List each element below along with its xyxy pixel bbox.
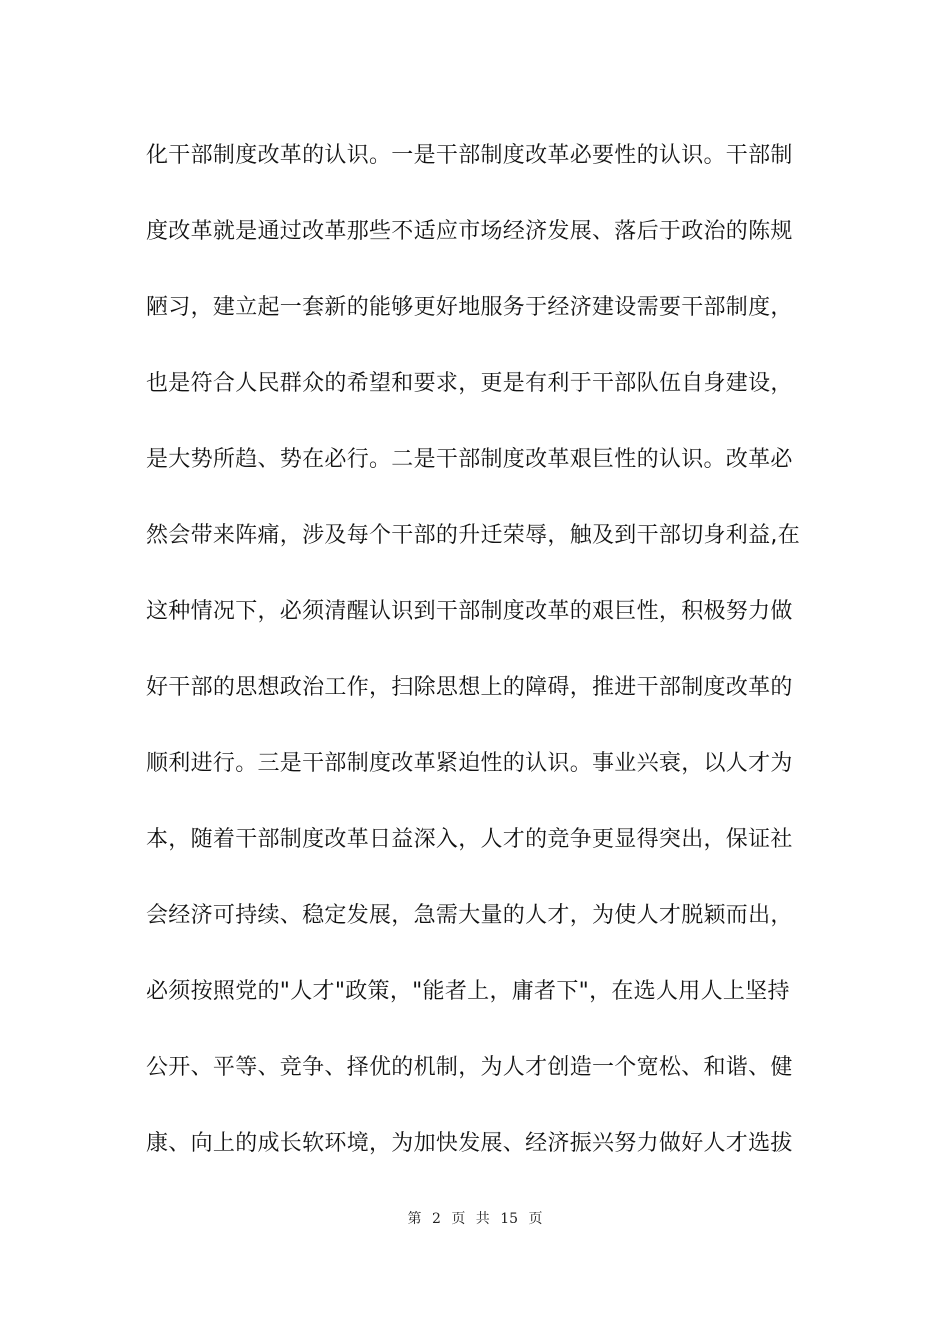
footer-suffix: 页 bbox=[528, 1211, 543, 1227]
total-pages-number: 15 bbox=[500, 1211, 519, 1227]
text-line: 公开、平等、竞争、择优的机制，为人才创造一个宽松、和谐、健 bbox=[146, 1055, 793, 1080]
text-line: 好干部的思想政治工作，扫除思想上的障碍，推进干部制度改革的 bbox=[146, 675, 793, 700]
text-line: 化干部制度改革的认识。一是干部制度改革必要性的认识。干部制 bbox=[146, 143, 793, 168]
page-footer bbox=[0, 1208, 950, 1228]
footer-total-word: 共 bbox=[475, 1211, 490, 1227]
body-text bbox=[146, 136, 816, 1200]
text-line: 康、向上的成长软环境，为加快发展、经济振兴努力做好人才选拔 bbox=[146, 1131, 793, 1156]
text-line: 这种情况下，必须清醒认识到干部制度改革的艰巨性，积极努力做 bbox=[146, 599, 793, 624]
footer-page-word: 页 bbox=[451, 1211, 466, 1227]
text-line: 顺利进行。三是干部制度改革紧迫性的认识。事业兴衰，以人才为 bbox=[146, 751, 793, 776]
text-line: 本，随着干部制度改革日益深入，人才的竞争更显得突出，保证社 bbox=[146, 827, 793, 852]
current-page-number: 2 bbox=[431, 1211, 441, 1227]
footer-prefix: 第 bbox=[407, 1211, 422, 1227]
text-line: 是大势所趋、势在必行。二是干部制度改革艰巨性的认识。改革必 bbox=[146, 447, 793, 472]
text-line: 必须按照党的"人才"政策，"能者上，庸者下"，在选人用人上坚持 bbox=[146, 979, 790, 1004]
text-line: 也是符合人民群众的希望和要求，更是有利于干部队伍自身建设， bbox=[146, 371, 793, 396]
text-line: 会经济可持续、稳定发展，急需大量的人才，为使人才脱颖而出， bbox=[146, 903, 793, 928]
text-line: 陋习，建立起一套新的能够更好地服务于经济建设需要干部制度， bbox=[146, 295, 793, 320]
text-line: 然会带来阵痛，涉及每个干部的升迁荣辱，触及到干部切身利益,在 bbox=[146, 523, 800, 548]
text-line: 度改革就是通过改革那些不适应市场经济发展、落后于政治的陈规 bbox=[146, 219, 793, 244]
